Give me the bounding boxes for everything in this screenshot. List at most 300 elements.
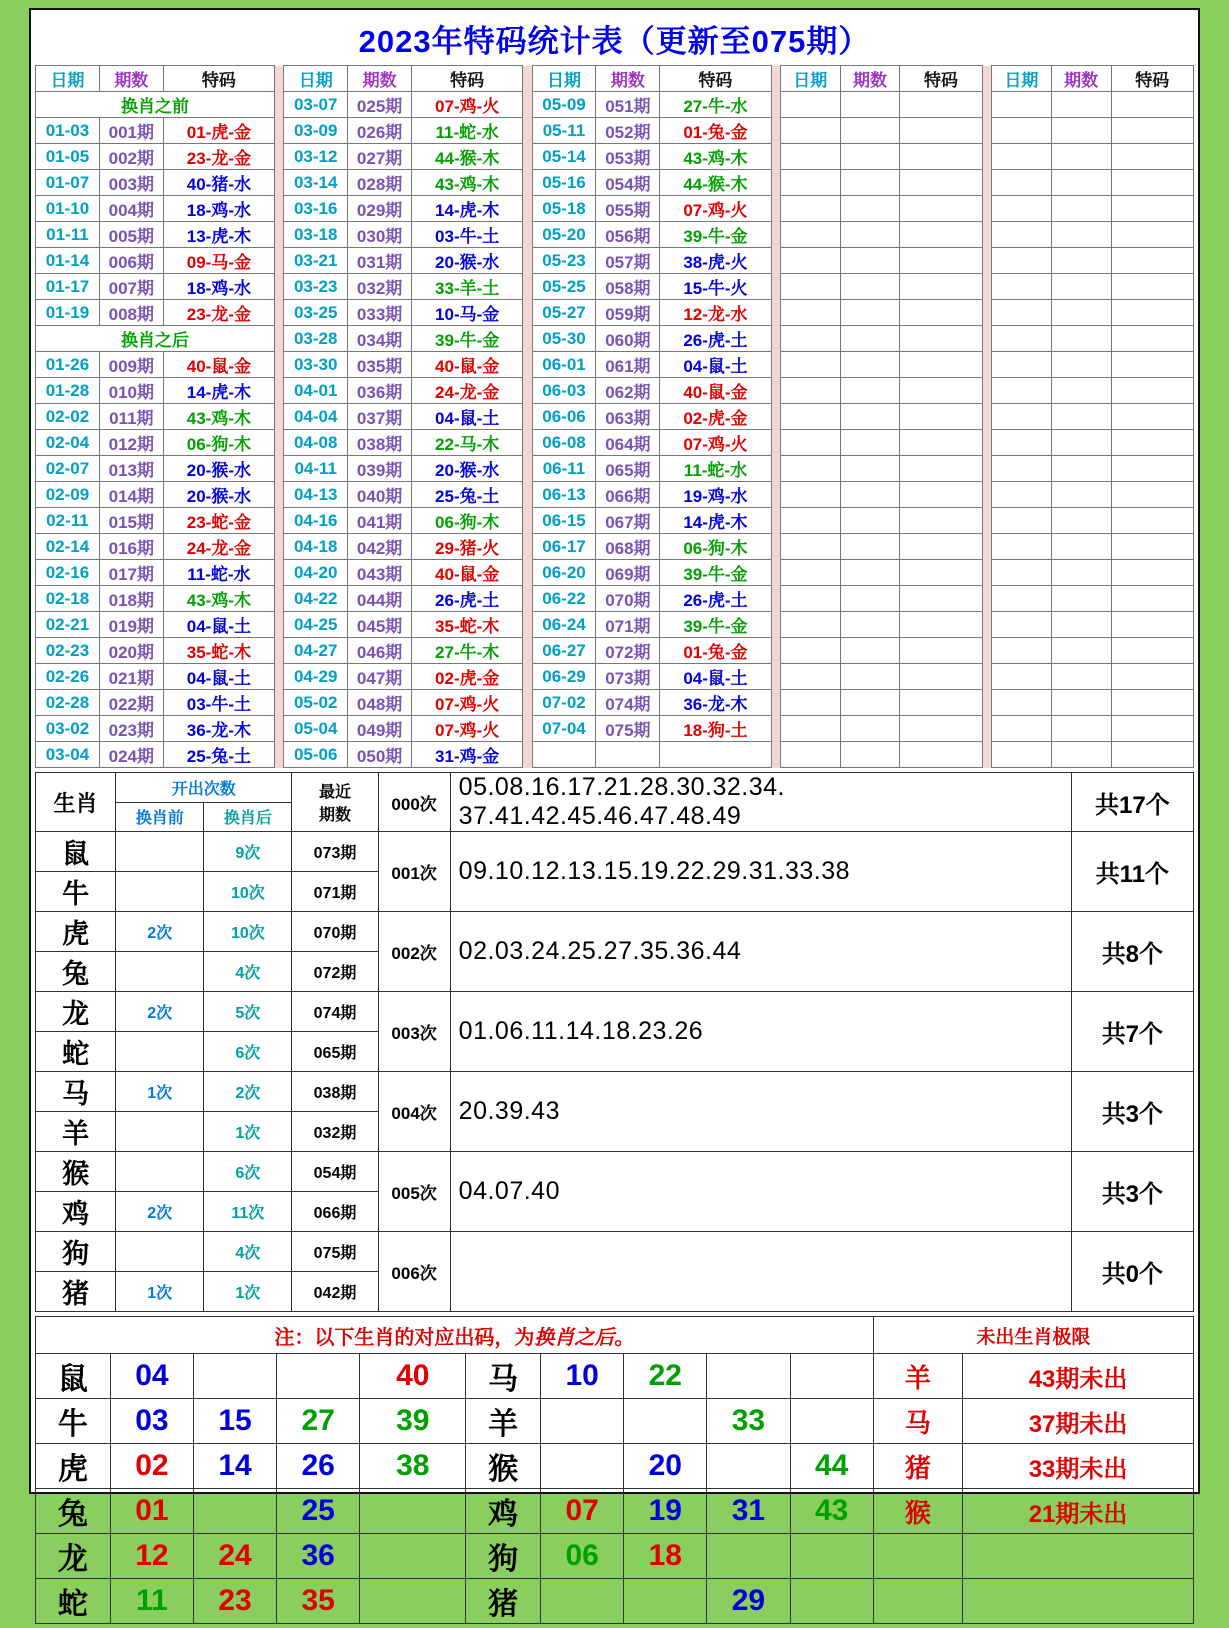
zodiac-number: 29: [707, 1579, 790, 1624]
table-row: [36, 326, 1194, 352]
cell-date: [992, 274, 1052, 300]
column-separator: [275, 690, 284, 716]
cell-date: [992, 222, 1052, 248]
page-title: 2023年特码统计表（更新至075期）: [358, 24, 871, 59]
limit-text: 33期未出: [963, 1444, 1194, 1489]
cell-issue: [1051, 196, 1111, 222]
cell-date: [780, 300, 840, 326]
count-before: 2次: [116, 1192, 204, 1232]
cell-date: 02-18: [36, 586, 100, 612]
column-separator: [771, 742, 780, 768]
cell-date: [992, 170, 1052, 196]
column-separator: [275, 118, 284, 144]
cell-code: [900, 92, 982, 118]
cell-code: 43-鸡-木: [660, 144, 771, 170]
cell-date: [780, 612, 840, 638]
table-row: [36, 716, 1194, 742]
column-separator: [982, 170, 991, 196]
count-after: 10次: [204, 872, 292, 912]
cell-code: [1111, 534, 1193, 560]
cell-code: 24-龙-金: [163, 534, 274, 560]
cell-date: [992, 560, 1052, 586]
cell-code: 06-狗-木: [163, 430, 274, 456]
zodiac-number: 12: [110, 1534, 193, 1579]
cell-issue: 020期: [99, 638, 163, 664]
cell-issue: 069期: [596, 560, 660, 586]
column-separator: [523, 430, 532, 456]
limit-zodiac: 猪: [873, 1444, 962, 1489]
cell-date: [992, 300, 1052, 326]
cell-date: [992, 534, 1052, 560]
zodiac-number: 40: [360, 1354, 466, 1399]
cell-date: [992, 196, 1052, 222]
column-separator: [275, 274, 284, 300]
cell-code: [900, 638, 982, 664]
cell-issue: [840, 248, 900, 274]
zodiac-name-left: 虎: [36, 1444, 111, 1489]
stats-row: [36, 1072, 1194, 1112]
cell-date: 05-25: [532, 274, 596, 300]
column-separator: [275, 456, 284, 482]
cell-issue: [1051, 456, 1111, 482]
cell-code: 40-鼠-金: [412, 352, 523, 378]
cell-date: 06-01: [532, 352, 596, 378]
cell-code: 18-鸡-水: [163, 274, 274, 300]
cell-issue: 005期: [99, 222, 163, 248]
zodiac-number: [360, 1579, 466, 1624]
cell-date: [780, 508, 840, 534]
zodiac-number: [360, 1534, 466, 1579]
zodiac-number: [541, 1444, 624, 1489]
cell-issue: [840, 690, 900, 716]
table-row: [36, 742, 1194, 768]
count-before: [116, 1112, 204, 1152]
cell-issue: 031期: [348, 248, 412, 274]
column-separator: [982, 430, 991, 456]
cell-issue: [840, 404, 900, 430]
table-row: [36, 352, 1194, 378]
cell-issue: [840, 352, 900, 378]
bottom-row: [36, 1579, 1194, 1624]
zodiac-number: [707, 1444, 790, 1489]
zodiac-number: 10: [541, 1354, 624, 1399]
cell-code: 02-虎-金: [412, 664, 523, 690]
limit-zodiac: [873, 1534, 962, 1579]
column-separator: [275, 586, 284, 612]
cell-issue: 010期: [99, 378, 163, 404]
cell-code: 09-马-金: [163, 248, 274, 274]
zodiac-number: 23: [193, 1579, 276, 1624]
column-separator: [523, 586, 532, 612]
cell-date: 02-26: [36, 664, 100, 690]
cell-issue: [1051, 378, 1111, 404]
cell-code: [1111, 664, 1193, 690]
count-after: 10次: [204, 912, 292, 952]
zodiac-name: 鼠: [36, 832, 116, 872]
cell-code: 44-猴-木: [412, 144, 523, 170]
cell-code: [900, 144, 982, 170]
cell-date: [992, 326, 1052, 352]
cell-issue: 017期: [99, 560, 163, 586]
cell-date: 01-07: [36, 170, 100, 196]
header-date-4: 日期: [780, 66, 840, 92]
stats-header-after: 换肖后: [204, 802, 292, 832]
freq-label: 006次: [378, 1232, 450, 1312]
column-separator: [275, 716, 284, 742]
cell-issue: 049期: [348, 716, 412, 742]
zodiac-number: 22: [624, 1354, 707, 1399]
cell-code: [1111, 118, 1193, 144]
cell-date: 01-26: [36, 352, 100, 378]
cell-code: 11-蛇-水: [163, 560, 274, 586]
cell-issue: [840, 222, 900, 248]
column-separator: [771, 326, 780, 352]
cell-date: 01-05: [36, 144, 100, 170]
table-row: [36, 170, 1194, 196]
column-separator: [523, 144, 532, 170]
column-separator: [523, 404, 532, 430]
zodiac-number: [624, 1579, 707, 1624]
cell-code: 11-蛇-水: [412, 118, 523, 144]
cell-date: 01-19: [36, 300, 100, 326]
cell-code: 03-牛-土: [412, 222, 523, 248]
recent-issue: 038期: [292, 1072, 378, 1112]
freq-numbers: 04.07.40: [450, 1152, 1071, 1232]
column-separator: [771, 430, 780, 456]
cell-code: [1111, 378, 1193, 404]
cell-code: [900, 534, 982, 560]
count-after: 2次: [204, 1072, 292, 1112]
zodiac-number: [790, 1399, 873, 1444]
column-separator: [771, 456, 780, 482]
cell-code: [1111, 690, 1193, 716]
cell-code: 20-猴-水: [163, 456, 274, 482]
column-separator: [523, 170, 532, 196]
cell-date: [780, 118, 840, 144]
cell-date: [780, 690, 840, 716]
bottom-row: [36, 1354, 1194, 1399]
cell-issue: 039期: [348, 456, 412, 482]
cell-code: 36-龙-木: [660, 690, 771, 716]
cell-issue: 011期: [99, 404, 163, 430]
cell-date: [992, 144, 1052, 170]
column-separator: [523, 482, 532, 508]
zodiac-number: 03: [110, 1399, 193, 1444]
cell-date: [992, 118, 1052, 144]
cell-issue: [840, 274, 900, 300]
header-date-1: 日期: [36, 66, 100, 92]
cell-date: [992, 352, 1052, 378]
cell-code: 02-虎-金: [660, 404, 771, 430]
cell-code: 04-鼠-土: [660, 352, 771, 378]
table-row: [36, 378, 1194, 404]
stats-row: [36, 912, 1194, 952]
zodiac-number-map-table: [35, 1316, 1194, 1624]
cell-code: 03-牛-土: [163, 690, 274, 716]
cell-code: 40-鼠-金: [412, 560, 523, 586]
zodiac-number: [541, 1579, 624, 1624]
cell-code: 24-龙-金: [412, 378, 523, 404]
cell-issue: 047期: [348, 664, 412, 690]
column-separator: [275, 534, 284, 560]
freq-total: 共7个: [1071, 992, 1193, 1072]
cell-code: [900, 404, 982, 430]
table-body: [36, 92, 1194, 768]
column-separator: [275, 222, 284, 248]
cell-code: 27-牛-水: [660, 92, 771, 118]
cell-code: 07-鸡-火: [412, 716, 523, 742]
cell-issue: [1051, 586, 1111, 612]
cell-date: 03-28: [284, 326, 348, 352]
zodiac-number: 14: [193, 1444, 276, 1489]
cell-issue: 044期: [348, 586, 412, 612]
zodiac-number: 07: [541, 1489, 624, 1534]
column-separator: [982, 716, 991, 742]
count-after: 1次: [204, 1112, 292, 1152]
cell-code: [1111, 170, 1193, 196]
cell-date: 04-13: [284, 482, 348, 508]
cell-date: 03-07: [284, 92, 348, 118]
freq-label: 001次: [378, 832, 450, 912]
cell-code: 01-虎-金: [163, 118, 274, 144]
header-code-1: 特码: [163, 66, 274, 92]
bottom-row: [36, 1534, 1194, 1579]
column-separator: [771, 222, 780, 248]
cell-date: 04-25: [284, 612, 348, 638]
cell-code: 11-蛇-水: [660, 456, 771, 482]
column-separator: [523, 742, 532, 768]
cell-code: [1111, 196, 1193, 222]
cell-code: 39-牛-金: [660, 222, 771, 248]
bottom-row: [36, 1489, 1194, 1534]
stats-row: [36, 832, 1194, 872]
table-row: [36, 664, 1194, 690]
zodiac-stats-body: [36, 773, 1194, 1312]
cell-issue: [840, 430, 900, 456]
cell-date: 04-29: [284, 664, 348, 690]
column-separator: [771, 170, 780, 196]
cell-code: 04-鼠-土: [660, 664, 771, 690]
column-separator: [771, 300, 780, 326]
column-separator: [523, 274, 532, 300]
cell-date: 03-21: [284, 248, 348, 274]
column-separator: [771, 66, 780, 92]
cell-code: 01-兔-金: [660, 638, 771, 664]
column-separator: [982, 560, 991, 586]
header-issue-1: 期数: [99, 66, 163, 92]
cell-issue: 067期: [596, 508, 660, 534]
cell-issue: 051期: [596, 92, 660, 118]
cell-date: 05-18: [532, 196, 596, 222]
zodiac-number: 15: [193, 1399, 276, 1444]
table-row: [36, 690, 1194, 716]
zodiac-number: 31: [707, 1489, 790, 1534]
count-before: 1次: [116, 1272, 204, 1312]
cell-date: [780, 560, 840, 586]
column-separator: [523, 456, 532, 482]
table-row: [36, 456, 1194, 482]
main-table-wrap: [31, 65, 1198, 768]
cell-code: [900, 248, 982, 274]
cell-code: [660, 742, 771, 768]
zodiac-number: [624, 1399, 707, 1444]
cell-code: 07-鸡-火: [660, 196, 771, 222]
zodiac-number: [790, 1534, 873, 1579]
cell-issue: 075期: [596, 716, 660, 742]
cell-issue: 074期: [596, 690, 660, 716]
cell-issue: [840, 612, 900, 638]
column-separator: [275, 144, 284, 170]
cell-date: [992, 404, 1052, 430]
cell-date: 03-16: [284, 196, 348, 222]
bottom-row: [36, 1444, 1194, 1489]
cell-date: 02-23: [36, 638, 100, 664]
cell-issue: [1051, 716, 1111, 742]
cell-issue: [840, 508, 900, 534]
cell-date: 01-10: [36, 196, 100, 222]
cell-code: 27-牛-木: [412, 638, 523, 664]
cell-date: [780, 352, 840, 378]
limit-text: [963, 1579, 1194, 1624]
cell-code: 12-龙-水: [660, 300, 771, 326]
cell-date: [780, 378, 840, 404]
zodiac-stats-wrap: [31, 768, 1198, 1312]
header-code-5: 特码: [1111, 66, 1193, 92]
column-separator: [771, 716, 780, 742]
zodiac-number: [193, 1489, 276, 1534]
column-separator: [982, 508, 991, 534]
cell-issue: 016期: [99, 534, 163, 560]
cell-code: 25-兔-土: [412, 482, 523, 508]
cell-issue: 060期: [596, 326, 660, 352]
cell-code: [1111, 326, 1193, 352]
cell-date: 03-14: [284, 170, 348, 196]
cell-issue: 065期: [596, 456, 660, 482]
cell-date: 02-02: [36, 404, 100, 430]
column-separator: [275, 248, 284, 274]
freq-label: 002次: [378, 912, 450, 992]
recent-issue: 074期: [292, 992, 378, 1032]
cell-date: [780, 664, 840, 690]
limit-text: 37期未出: [963, 1399, 1194, 1444]
limit-zodiac: [873, 1579, 962, 1624]
column-separator: [982, 326, 991, 352]
cell-date: [992, 508, 1052, 534]
cell-issue: 054期: [596, 170, 660, 196]
cell-code: [900, 196, 982, 222]
column-separator: [771, 196, 780, 222]
column-separator: [275, 482, 284, 508]
cell-date: 01-11: [36, 222, 100, 248]
column-separator: [523, 664, 532, 690]
cell-code: 07-鸡-火: [660, 430, 771, 456]
column-separator: [771, 404, 780, 430]
table-row: [36, 144, 1194, 170]
cell-issue: 050期: [348, 742, 412, 768]
zodiac-name: 兔: [36, 952, 116, 992]
cell-code: [1111, 638, 1193, 664]
header-date-5: 日期: [992, 66, 1052, 92]
cell-code: 26-虎-土: [412, 586, 523, 612]
freq-total: 共11个: [1071, 832, 1193, 912]
cell-code: 19-鸡-水: [660, 482, 771, 508]
cell-code: [900, 300, 982, 326]
zodiac-name-left: 蛇: [36, 1579, 111, 1624]
column-separator: [982, 534, 991, 560]
cell-issue: [840, 482, 900, 508]
cell-issue: 033期: [348, 300, 412, 326]
zodiac-name-right: 猪: [466, 1579, 541, 1624]
recent-issue: 075期: [292, 1232, 378, 1272]
cell-code: 13-虎-木: [163, 222, 274, 248]
column-separator: [275, 612, 284, 638]
column-separator: [523, 716, 532, 742]
column-separator: [771, 92, 780, 118]
cell-date: 02-16: [36, 560, 100, 586]
zodiac-number: 02: [110, 1444, 193, 1489]
cell-code: [1111, 92, 1193, 118]
limit-zodiac: 马: [873, 1399, 962, 1444]
cell-issue: 009期: [99, 352, 163, 378]
cell-issue: [840, 638, 900, 664]
cell-date: 03-12: [284, 144, 348, 170]
column-separator: [771, 664, 780, 690]
recent-issue: 066期: [292, 1192, 378, 1232]
cell-date: 04-11: [284, 456, 348, 482]
table-row: [36, 508, 1194, 534]
cell-date: 05-30: [532, 326, 596, 352]
column-separator: [982, 638, 991, 664]
freq-numbers: [450, 1232, 1071, 1312]
zodiac-number: 20: [624, 1444, 707, 1489]
freq-numbers: 20.39.43: [450, 1072, 1071, 1152]
column-separator: [771, 586, 780, 612]
table-header-row: [36, 66, 1194, 92]
cell-issue: 014期: [99, 482, 163, 508]
cell-issue: [840, 118, 900, 144]
cell-issue: 025期: [348, 92, 412, 118]
column-separator: [275, 742, 284, 768]
cell-date: 03-09: [284, 118, 348, 144]
cell-issue: [840, 664, 900, 690]
zodiac-number: [360, 1489, 466, 1534]
cell-issue: [1051, 248, 1111, 274]
column-separator: [982, 196, 991, 222]
cell-issue: 056期: [596, 222, 660, 248]
column-separator: [771, 534, 780, 560]
header-issue-3: 期数: [596, 66, 660, 92]
stats-row: [36, 1152, 1194, 1192]
zodiac-number: 01: [110, 1489, 193, 1534]
cell-date: 01-03: [36, 118, 100, 144]
zodiac-name: 蛇: [36, 1032, 116, 1072]
cell-issue: 062期: [596, 378, 660, 404]
zodiac-number: [541, 1399, 624, 1444]
column-separator: [275, 352, 284, 378]
column-separator: [982, 482, 991, 508]
zodiac-number: 26: [277, 1444, 360, 1489]
header-issue-5: 期数: [1051, 66, 1111, 92]
cell-issue: 041期: [348, 508, 412, 534]
column-separator: [523, 118, 532, 144]
column-separator: [982, 352, 991, 378]
column-separator: [771, 378, 780, 404]
stats-header-row: [36, 773, 1194, 803]
cell-date: 04-27: [284, 638, 348, 664]
cell-date: 06-17: [532, 534, 596, 560]
cell-date: 06-24: [532, 612, 596, 638]
column-separator: [523, 534, 532, 560]
